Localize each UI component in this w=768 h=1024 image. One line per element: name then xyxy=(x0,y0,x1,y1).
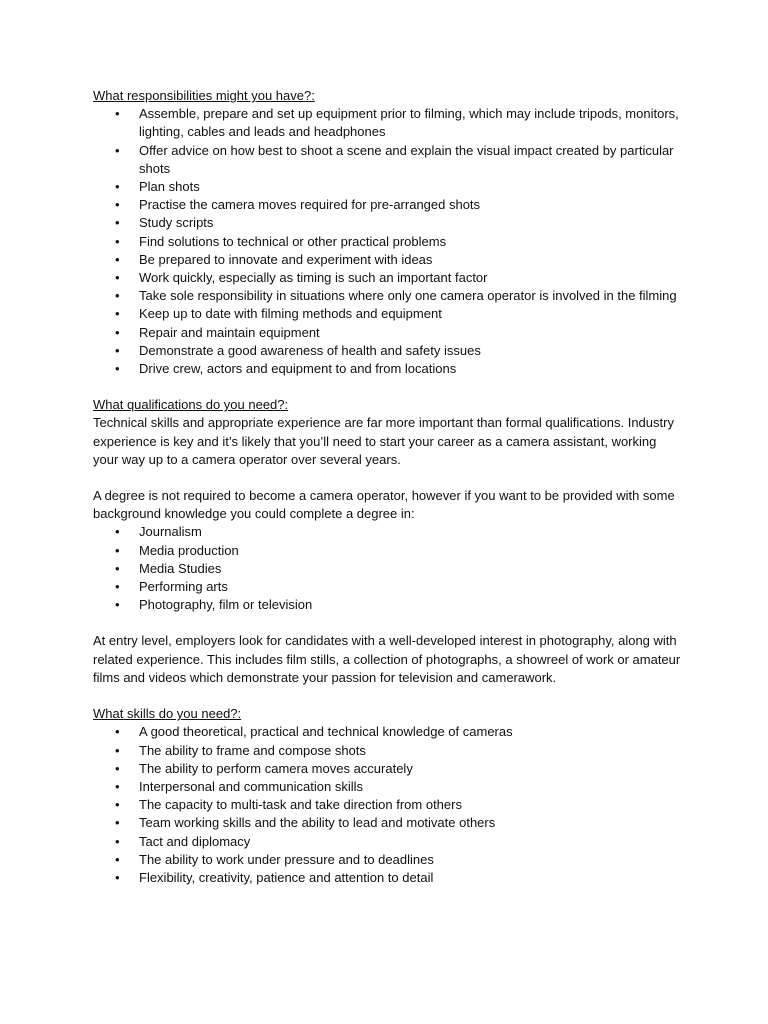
list-item: • Flexibility, creativity, patience and attention to detail xyxy=(93,869,683,887)
list-item: • Media Studies xyxy=(93,560,683,578)
list-item: • Photography, film or television xyxy=(93,596,683,614)
list-item: • Demonstrate a good awareness of health and safety issues xyxy=(93,342,683,360)
list-item: • Drive crew, actors and equipment to and from locations xyxy=(93,360,683,378)
list-item: • Study scripts xyxy=(93,214,683,232)
list-item: • Media production xyxy=(93,542,683,560)
list-item: • Keep up to date with filming methods and equipment xyxy=(93,305,683,323)
list-item: • Interpersonal and communication skills xyxy=(93,778,683,796)
qualifications-paragraph: Technical skills and appropriate experience are far more important than formal qualifications. Industry experience is key and it’s likely that you’ll need to start your career as a camera assistant, working your way up to a camera operator over several years. xyxy=(93,415,674,467)
degree-list xyxy=(93,523,683,614)
list-item: • Assemble, prepare and set up equipment prior to filming, which may include tripods, monitors, lighting, cables and leads and headphones xyxy=(93,105,683,141)
list-item: • The ability to frame and compose shots xyxy=(93,742,683,760)
list-item: • Tact and diplomacy xyxy=(93,833,683,851)
list-item: • The capacity to multi-task and take direction from others xyxy=(93,796,683,814)
list-item: • Repair and maintain equipment xyxy=(93,324,683,342)
skills-heading: What skills do you need?: xyxy=(93,706,242,722)
spacer xyxy=(93,378,683,396)
list-item: • Work quickly, especially as timing is such an important factor xyxy=(93,269,683,287)
list-item: • Team working skills and the ability to lead and motivate others xyxy=(93,814,683,832)
list-item: • Practise the camera moves required for pre-arranged shots xyxy=(93,196,683,214)
entry-level-paragraph: At entry level, employers look for candidates with a well-developed interest in photography, along with related experience. This includes film stills, a collection of photographs, a showreel of work or amateur films and videos which demonstrate your passion for television and camerawork. xyxy=(93,633,681,685)
responsibilities-heading: What responsibilities might you have?: xyxy=(93,88,315,103)
spacer xyxy=(93,614,683,632)
list-item: • The ability to perform camera moves accurately xyxy=(93,760,683,778)
document-body xyxy=(93,87,683,887)
spacer xyxy=(93,687,683,705)
skills-list xyxy=(93,723,683,887)
list-item: • A good theoretical, practical and technical knowledge of cameras xyxy=(93,723,683,741)
list-item: • Take sole responsibility in situations where only one camera operator is involved in the filming xyxy=(93,287,683,305)
list-item: • The ability to work under pressure and to deadlines xyxy=(93,851,683,869)
list-item: • Journalism xyxy=(93,523,683,541)
qualifications-heading: What qualifications do you need?: xyxy=(93,397,289,413)
list-item: • Offer advice on how best to shoot a scene and explain the visual impact created by particular shots xyxy=(93,142,683,178)
list-item: • Be prepared to innovate and experiment with ideas xyxy=(93,251,683,269)
spacer xyxy=(93,469,683,487)
list-item: • Performing arts xyxy=(93,578,683,596)
list-item: • Plan shots xyxy=(93,178,683,196)
degree-paragraph: A degree is not required to become a camera operator, however if you want to be provided with some background knowledge you could complete a degree in: xyxy=(93,488,675,522)
list-item: • Find solutions to technical or other practical problems xyxy=(93,233,683,251)
responsibilities-list xyxy=(93,105,683,378)
